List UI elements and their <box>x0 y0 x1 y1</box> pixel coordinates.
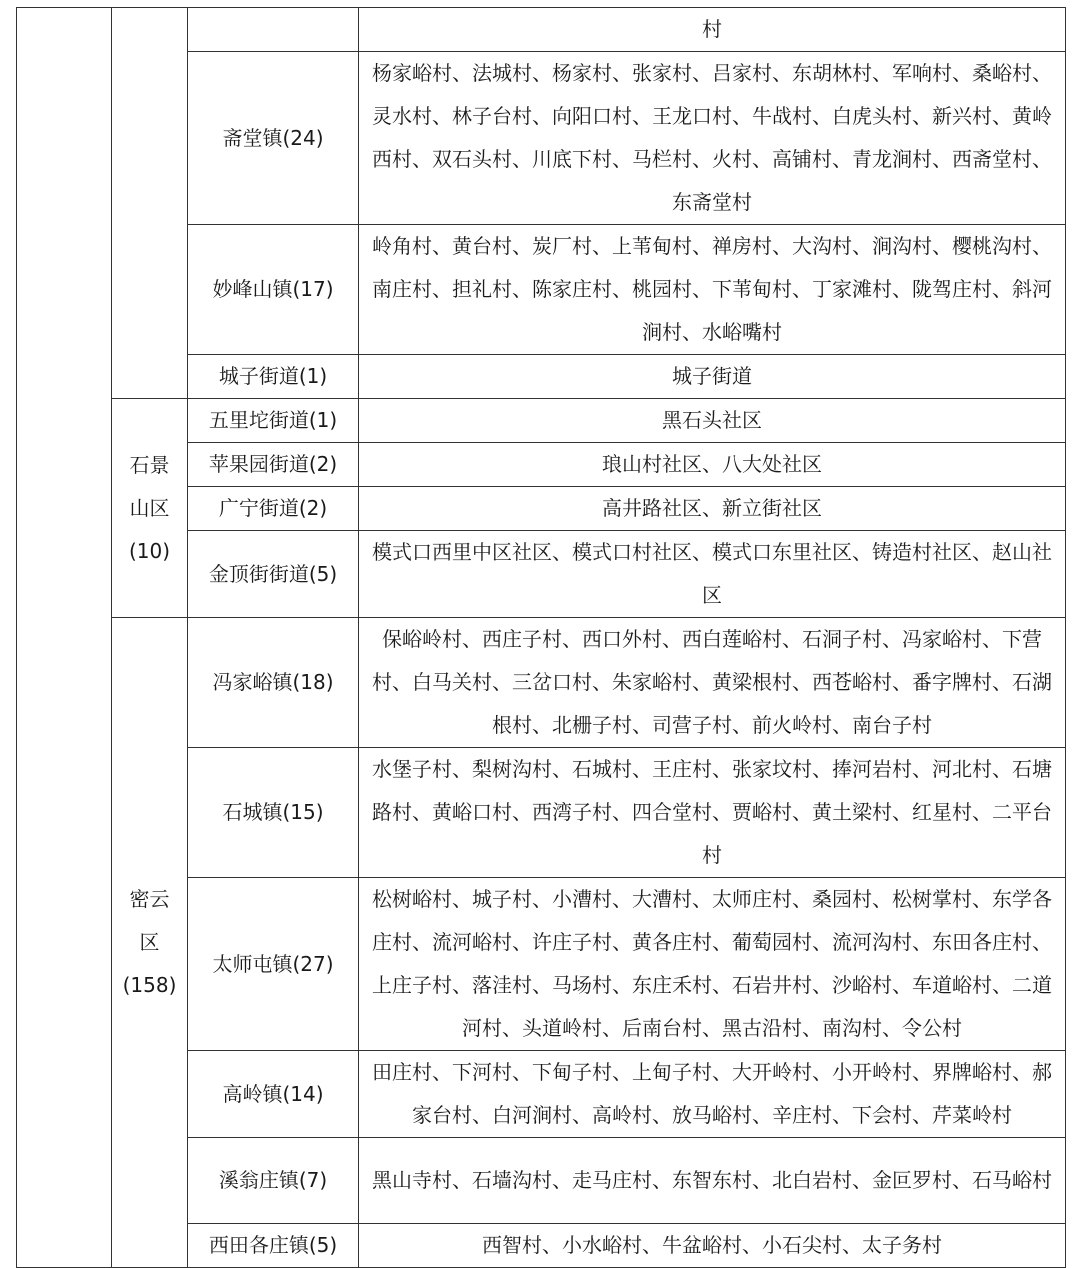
village-list-table <box>16 7 1066 1268</box>
town-cell: 城子街道(1) <box>188 355 359 399</box>
town-cell: 广宁街道(2) <box>188 487 359 531</box>
villages-cell: 岭角村、黄台村、炭厂村、上苇甸村、禅房村、大沟村、涧沟村、樱桃沟村、南庄村、担礼村、陈家庄村、桃园村、下苇甸村、丁家滩村、陇驾庄村、斜河涧村、水峪嘴村 <box>359 225 1066 355</box>
villages-cell: 西智村、小水峪村、牛盆峪村、小石尖村、太子务村 <box>359 1224 1066 1268</box>
district-cell-shijingshan <box>112 399 188 618</box>
town-cell: 妙峰山镇(17) <box>188 225 359 355</box>
town-cell: 太师屯镇(27) <box>188 878 359 1051</box>
villages-cell: 保峪岭村、西庄子村、西口外村、西白莲峪村、石洞子村、冯家峪村、下营村、白马关村、三岔口村、朱家峪村、黄梁根村、西苍峪村、番字牌村、石湖根村、北栅子村、司营子村、前火岭村、南台子村 <box>359 618 1066 748</box>
district-cell-miyun <box>112 618 188 1268</box>
province-cell <box>17 8 112 1268</box>
district-name-part: 石景 <box>129 452 170 477</box>
villages-cell: 水堡子村、梨树沟村、石城村、王庄村、张家坟村、捧河岩村、河北村、石塘路村、黄峪口村、西湾子村、四合堂村、贾峪村、黄土梁村、红星村、二平台村 <box>359 748 1066 878</box>
table-row <box>17 618 1066 748</box>
town-cell: 石城镇(15) <box>188 748 359 878</box>
district-cell-prev <box>112 8 188 399</box>
table-row <box>17 8 1066 52</box>
villages-cell: 模式口西里中区社区、模式口村社区、模式口东里社区、铸造村社区、赵山社区 <box>359 531 1066 618</box>
town-cell: 西田各庄镇(5) <box>188 1224 359 1268</box>
town-cell: 苹果园街道(2) <box>188 443 359 487</box>
town-cell: 金顶街街道(5) <box>188 531 359 618</box>
town-cell: 高岭镇(14) <box>188 1051 359 1138</box>
district-name-part: 山区 <box>129 495 170 520</box>
villages-cell: 村 <box>359 8 1066 52</box>
villages-cell: 城子街道 <box>359 355 1066 399</box>
town-cell: 溪翁庄镇(7) <box>188 1138 359 1224</box>
villages-cell: 杨家峪村、法城村、杨家村、张家村、吕家村、东胡林村、军响村、桑峪村、灵水村、林子台村、向阳口村、王龙口村、牛战村、白虎头村、新兴村、黄岭西村、双石头村、川底下村、马栏村、火村、高铺村、青龙涧村、西斋堂村、东斋堂村 <box>359 52 1066 225</box>
villages-cell: 黑山寺村、石墙沟村、走马庄村、东智东村、北白岩村、金叵罗村、石马峪村 <box>359 1138 1066 1224</box>
villages-cell: 琅山村社区、八大处社区 <box>359 443 1066 487</box>
town-cell: 冯家峪镇(18) <box>188 618 359 748</box>
district-name-part: 区 <box>139 930 160 954</box>
villages-cell: 高井路社区、新立街社区 <box>359 487 1066 531</box>
town-cell: 斋堂镇(24) <box>188 52 359 225</box>
district-count: (10) <box>128 538 171 563</box>
town-cell: 五里坨街道(1) <box>188 399 359 443</box>
villages-cell: 田庄村、下河村、下甸子村、上甸子村、大开岭村、小开岭村、界牌峪村、郝家台村、白河涧村、高岭村、放马峪村、辛庄村、下会村、芹菜岭村 <box>359 1051 1066 1138</box>
town-cell <box>188 8 359 52</box>
district-count: (158) <box>122 973 177 997</box>
villages-cell: 松树峪村、城子村、小漕村、大漕村、太师庄村、桑园村、松树掌村、东学各庄村、流河峪村、许庄子村、黄各庄村、葡萄园村、流河沟村、东田各庄村、上庄子村、落洼村、马场村、东庄禾村、石岩井村、沙峪村、车道峪村、二道河村、头道岭村、后南台村、黑古沿村、南沟村、令公村 <box>359 878 1066 1051</box>
villages-cell: 黑石头社区 <box>359 399 1066 443</box>
district-name-part: 密云 <box>129 887 170 911</box>
table-row <box>17 399 1066 443</box>
